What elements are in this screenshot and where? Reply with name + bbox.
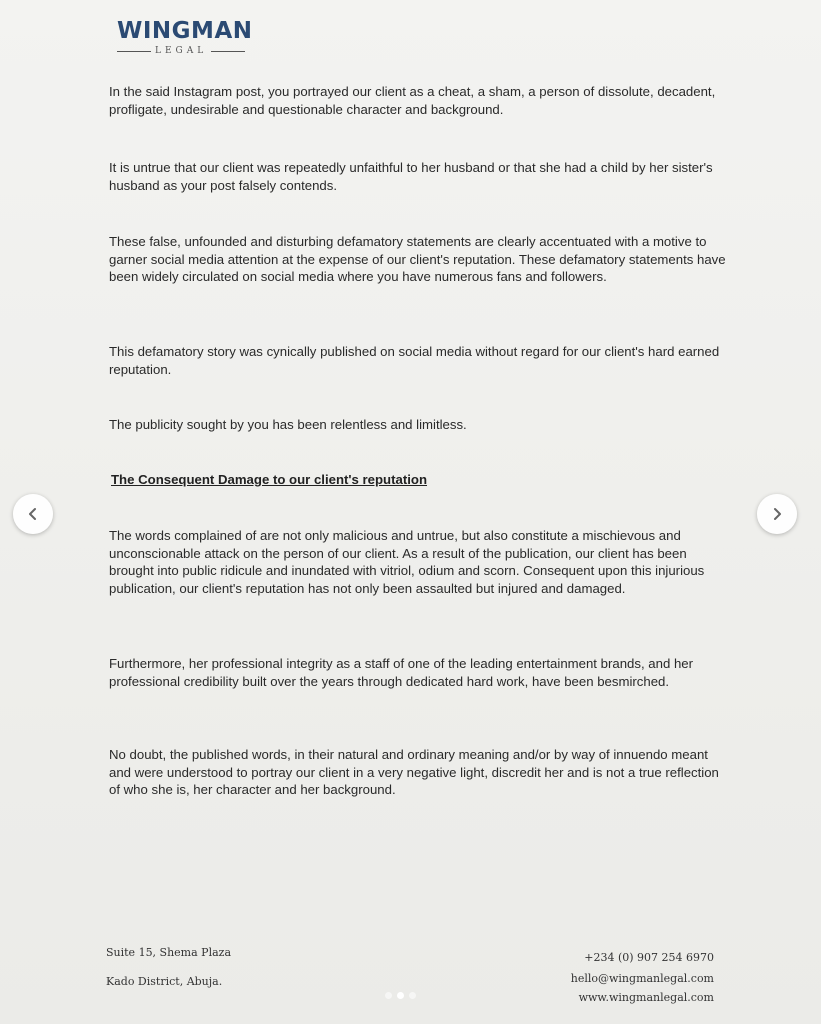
paragraph-7: Furthermore, her professional integrity as a staff of one of the leading entertainment brands, and her professional credibility built over the years through dedicated hard work, have been besmirched. [109,656,694,689]
carousel-dot-active[interactable] [397,992,404,999]
chevron-right-icon [769,506,785,522]
paragraph-4: This defamatory story was cynically published on social media without regard for our client's hard earned reputation. [109,344,720,377]
paragraph-2: It is untrue that our client was repeatedly unfaithful to her husband or that she had a child by her sister's husband as your post falsely contends. [109,160,713,193]
footer-website: www.wingmanlegal.com [578,991,714,1004]
paragraph-3: These false, unfounded and disturbing defamatory statements are clearly accentuated with a motive to garner social media attention at the expense of our client's reputation. These defamatory statements have been widely circulated on social media where you have numerous fans and followers. [109,234,726,284]
carousel-dot[interactable] [409,992,416,999]
logo-subtitle [117,46,267,56]
footer-address-line2: Kado District, Abuja. [106,975,223,988]
paragraph-8: No doubt, the published words, in their natural and ordinary meaning and/or by way of innuendo meant and were understood to portray our client in a very negative light, discredit her and is not a true reflection of who she is, her character and her background. [109,747,719,797]
footer-email: hello@wingmanlegal.com [570,972,714,985]
logo-subtitle-text: LEGAL [155,46,208,56]
footer-phone: +234 (0) 907 254 6970 [584,951,714,964]
paragraph-1: In the said Instagram post, you portrayed our client as a cheat, a sham, a person of dissolute, decadent, profligate, undesirable and questionable character and background. [109,84,716,117]
chevron-left-icon [25,506,41,522]
footer-address-line1: Suite 15, Shema Plaza [106,946,232,959]
next-slide-button[interactable] [757,494,797,534]
carousel-indicator [385,992,416,999]
previous-slide-button[interactable] [13,494,53,534]
paragraph-5: The publicity sought by you has been relentless and limitless. [109,417,467,432]
section-heading: The Consequent Damage to our client's reputation [111,472,428,487]
logo-wordmark: WINGMAN [117,18,253,44]
carousel-dot[interactable] [385,992,392,999]
wingman-legal-logo [117,18,267,56]
paragraph-6: The words complained of are not only malicious and untrue, but also constitute a mischievous and unconscionable attack on the person of our client. As a result of the publication, our client has been brought into public ridicule and inundated with vitriol, odium and scorn. Consequent upon this injurious publication, our client's reputation has not only been assaulted but injured and damaged. [109,528,705,596]
